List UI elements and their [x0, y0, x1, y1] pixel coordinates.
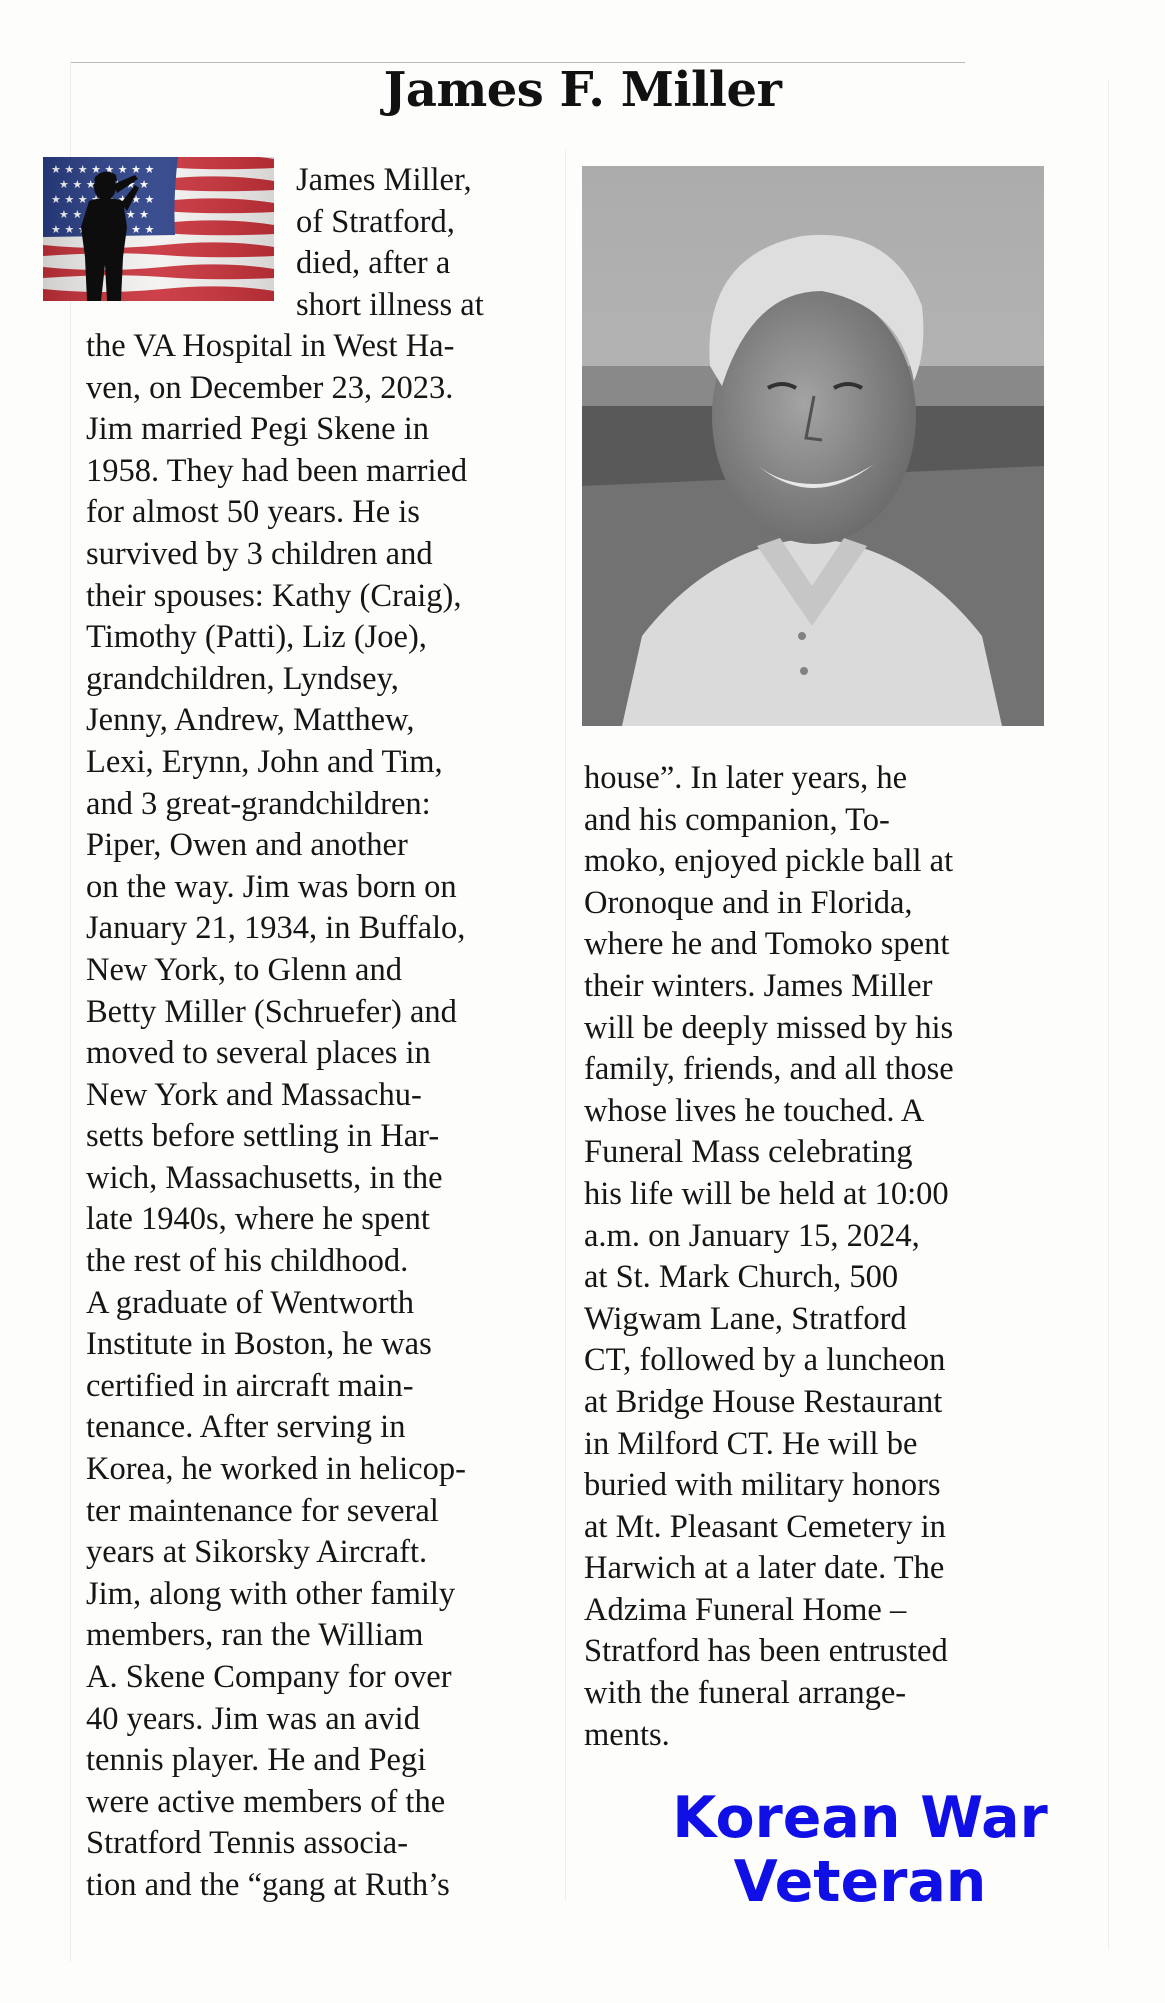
body-column-right — [584, 758, 954, 1756]
body-column-left — [86, 326, 467, 1907]
text-line: Timothy (Patti), Liz (Joe), — [86, 619, 427, 656]
text-line: 40 years. Jim was an avid — [86, 1700, 420, 1737]
text-line: tenance. After serving in — [86, 1409, 406, 1446]
text-line: will be deeply missed by his — [584, 1009, 954, 1046]
left-edge — [70, 62, 71, 1962]
text-line: tennis player. He and Pegi — [86, 1742, 427, 1779]
text-line: buried with military honors — [584, 1467, 941, 1504]
text-line: Adzima Funeral Home – — [584, 1591, 907, 1628]
veteran-label-line: Veteran — [733, 1849, 987, 1915]
text-line: family, friends, and all those — [584, 1051, 954, 1088]
text-line: Institute in Boston, he was — [86, 1326, 432, 1363]
column-divider — [565, 150, 566, 1900]
text-line: Stratford Tennis associa- — [86, 1825, 409, 1862]
text-line: Jenny, Andrew, Matthew, — [86, 702, 415, 739]
korean-war-veteran-label — [600, 1786, 1120, 1914]
text-line: at Bridge House Restaurant — [584, 1383, 943, 1420]
text-line: ven, on December 23, 2023. — [86, 369, 454, 406]
text-line: on the way. Jim was born on — [86, 868, 457, 905]
text-line: Oronoque and in Florida, — [584, 884, 913, 921]
text-line: ter maintenance for several — [86, 1492, 439, 1529]
text-line: New York, to Glenn and — [86, 951, 402, 988]
text-line: their spouses: Kathy (Craig), — [86, 577, 462, 614]
text-line: CT, followed by a luncheon — [584, 1342, 946, 1379]
text-line: tion and the “gang at Ruth’s — [86, 1866, 450, 1903]
text-line: Wigwam Lane, Stratford — [584, 1300, 907, 1337]
text-line: Korea, he worked in helicop- — [86, 1451, 466, 1488]
text-line: at St. Mark Church, 500 — [584, 1259, 899, 1296]
text-line: house”. In later years, he — [584, 760, 908, 796]
flag-soldier-image — [43, 157, 274, 301]
text-line: the VA Hospital in West Ha- — [86, 328, 455, 364]
text-line: wich, Massachusetts, in the — [86, 1159, 443, 1196]
text-line: January 21, 1934, in Buffalo, — [86, 910, 466, 947]
text-line: ments. — [584, 1716, 670, 1753]
text-line: his life will be held at 10:00 — [584, 1175, 949, 1212]
text-line: for almost 50 years. He is — [86, 494, 420, 531]
text-line: late 1940s, where he spent — [86, 1201, 430, 1238]
text-line: 1958. They had been married — [86, 452, 468, 489]
text-line: A graduate of Wentworth — [86, 1284, 415, 1321]
text-line: whose lives he touched. A — [584, 1092, 925, 1129]
portrait-photo — [582, 166, 1044, 726]
text-line: of Stratford, — [296, 203, 455, 240]
text-line: where he and Tomoko spent — [584, 926, 950, 963]
text-line: Jim married Pegi Skene in — [86, 411, 429, 448]
text-line: Stratford has been entrusted — [584, 1633, 948, 1670]
text-line: moko, enjoyed pickle ball at — [584, 843, 954, 880]
text-line: Jim, along with other family — [86, 1575, 456, 1612]
text-line: survived by 3 children and — [86, 535, 433, 572]
text-line: died, after a — [296, 245, 451, 282]
text-line: Harwich at a later date. The — [584, 1550, 945, 1587]
text-line: A. Skene Company for over — [86, 1659, 452, 1695]
text-line: at Mt. Pleasant Cemetery in — [584, 1508, 946, 1545]
text-line: years at Sikorsky Aircraft. — [86, 1534, 428, 1571]
right-edge — [1108, 80, 1109, 1950]
text-line: James Miller, — [296, 162, 472, 198]
text-line: New York and Massachu- — [86, 1076, 422, 1113]
text-line: were active members of the — [86, 1783, 446, 1820]
text-line: certified in aircraft main- — [86, 1367, 414, 1404]
text-line: with the funeral arrange- — [584, 1675, 907, 1712]
text-line: members, ran the William — [86, 1617, 424, 1654]
text-line: setts before settling in Har- — [86, 1118, 440, 1155]
text-line: Funeral Mass celebrating — [584, 1134, 913, 1171]
text-line: their winters. James Miller — [584, 967, 933, 1004]
obituary-title: James F. Miller — [383, 62, 782, 118]
text-line: Betty Miller (Schruefer) and — [86, 993, 457, 1030]
text-line: the rest of his childhood. — [86, 1243, 409, 1280]
veteran-label-line: Korean War — [672, 1785, 1048, 1851]
text-line: grandchildren, Lyndsey, — [86, 660, 399, 697]
text-line: short illness at — [296, 286, 484, 323]
text-line: and his companion, To- — [584, 801, 890, 838]
text-line: Lexi, Erynn, John and Tim, — [86, 743, 443, 780]
text-line: in Milford CT. He will be — [584, 1425, 918, 1462]
text-line: Piper, Owen and another — [86, 827, 408, 864]
text-line: and 3 great-grandchildren: — [86, 785, 431, 822]
text-line: a.m. on January 15, 2024, — [584, 1217, 920, 1254]
text-line: moved to several places in — [86, 1035, 431, 1072]
lead-paragraph — [296, 160, 484, 326]
